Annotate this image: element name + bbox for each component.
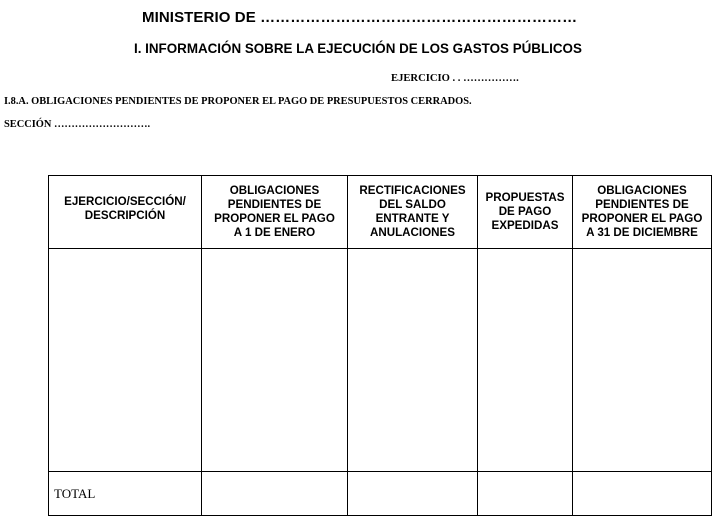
column-header-label: EJERCICIO/SECCIÓN/ DESCRIPCIÓN — [64, 195, 186, 222]
table-body-row — [49, 249, 712, 472]
ministerio-heading: MINISTERIO DE ……………………………………………………… — [142, 9, 578, 26]
column-header-pendientes-diciembre — [573, 176, 712, 249]
seccion-line: SECCIÓN ………………………. — [4, 119, 151, 130]
form-title: I.8.A. OBLIGACIONES PENDIENTES DE PROPONER EL PAGO DE PRESUPUESTOS CERRADOS. — [4, 96, 472, 107]
table-cell — [573, 249, 712, 472]
table-header-row — [49, 176, 712, 249]
column-header-label: RECTIFICACIONES DEL SALDO ENTRANTE Y ANULACIONES — [359, 184, 466, 239]
column-header-pendientes-enero — [202, 176, 348, 249]
total-cell — [348, 472, 478, 516]
column-header-label: OBLIGACIONES PENDIENTES DE PROPONER EL PAGO A 1 DE ENERO — [214, 184, 335, 239]
table-total-row — [49, 472, 712, 516]
column-header-ejercicio — [49, 176, 202, 249]
table-cell — [202, 249, 348, 472]
total-label: TOTAL — [49, 472, 202, 516]
table-cell — [478, 249, 573, 472]
table-cell — [49, 249, 202, 472]
column-header-propuestas — [478, 176, 573, 249]
column-header-label: PROPUESTAS DE PAGO EXPEDIDAS — [485, 191, 565, 232]
section-title: I. INFORMACIÓN SOBRE LA EJECUCIÓN DE LOS GASTOS PÚBLICOS — [134, 41, 582, 56]
total-cell — [202, 472, 348, 516]
ejercicio-line: EJERCICIO . . ……………. — [391, 73, 519, 84]
total-cell — [478, 472, 573, 516]
column-header-rectificaciones — [348, 176, 478, 249]
total-cell — [573, 472, 712, 516]
obligaciones-table — [48, 175, 712, 516]
table-cell — [348, 249, 478, 472]
column-header-label: OBLIGACIONES PENDIENTES DE PROPONER EL PAGO A 31 DE DICIEMBRE — [581, 184, 703, 239]
